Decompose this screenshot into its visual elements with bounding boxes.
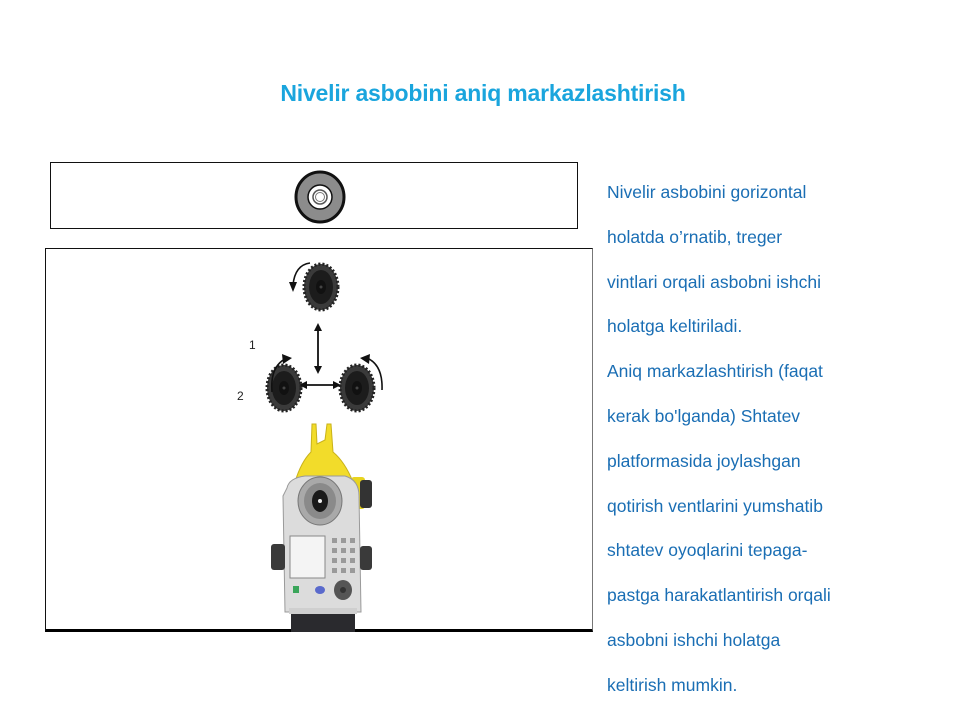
description-line: vintlari orqali asbobni ishchi <box>607 271 821 292</box>
description-line: kerak bo'lganda) Shtatev <box>607 405 801 426</box>
step-label-1: 1 <box>249 338 256 352</box>
description-text <box>607 170 937 708</box>
description-line: qotirish ventlarini yumshatib <box>607 495 823 516</box>
description-line: Nivelir asbobini gorizontal <box>607 182 807 202</box>
total-station-instrument <box>265 422 380 632</box>
step-label-2: 2 <box>237 389 244 403</box>
leveling-screws-diagram <box>235 255 395 415</box>
double-arrow-icon <box>299 381 341 389</box>
leveling-screw-icon <box>304 264 338 310</box>
description-line: pastga harakatlantirish orqali <box>607 585 831 606</box>
description-line: keltirish mumkin. <box>607 674 738 695</box>
double-arrow-icon <box>314 323 322 374</box>
leveling-screw-icon <box>340 365 374 411</box>
description-line: Aniq markazlashtirish (faqat <box>607 361 823 382</box>
circular-bubble-level-icon <box>293 170 347 224</box>
slide-title-text: Nivelir asbobini aniq markazlashtirish <box>280 80 686 106</box>
description-line: holatga keltiriladi. <box>607 316 743 337</box>
description-line: shtatev oyoqlarini tepaga- <box>607 540 808 561</box>
slide-title <box>0 80 960 107</box>
description-line: platformasida joylashgan <box>607 450 801 471</box>
description-line: asbobni ishchi holatga <box>607 629 781 650</box>
description-line: holatda o’rnatib, treger <box>607 226 783 247</box>
